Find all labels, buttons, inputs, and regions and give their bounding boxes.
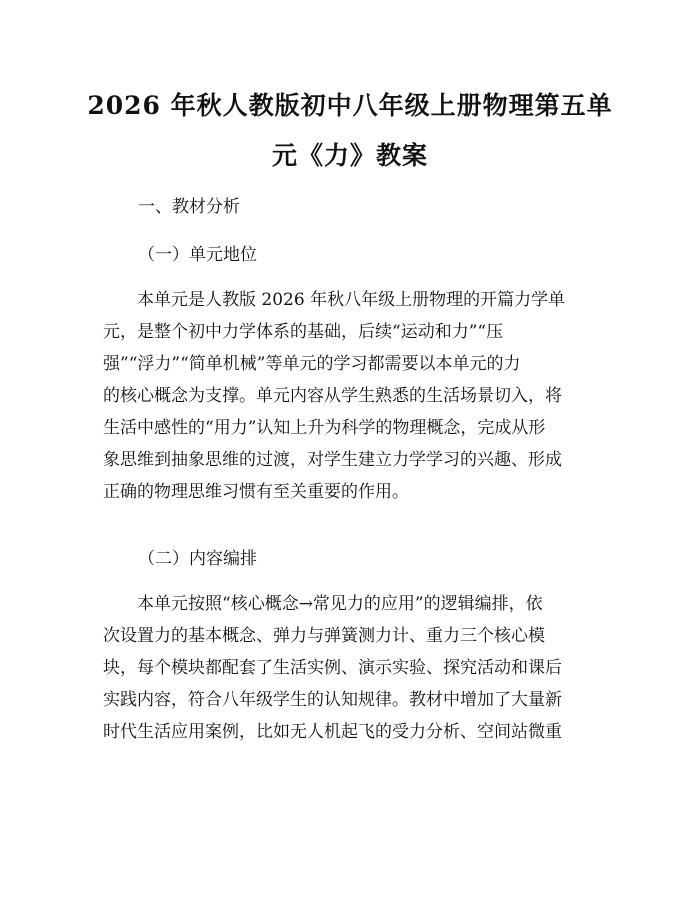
paragraph-content-arrangement xyxy=(103,588,600,748)
document-title-line-1: 2026 年秋人教版初中八年级上册物理第五单 xyxy=(87,91,613,120)
paragraph-line: 时代生活应用案例，比如无人机起飞的受力分析、空间站微重 xyxy=(103,722,562,742)
subsection-heading-unit-position: （一）单元地位 xyxy=(138,245,257,265)
paragraph-line: 次设置力的基本概念、弹力与弹簧测力计、重力三个核心模 xyxy=(103,626,545,646)
paragraph-line: 本单元是人教版 2026 年秋八年级上册物理的开篇力学单 xyxy=(103,290,566,310)
subsection-heading-content-arrangement: （二）内容编排 xyxy=(138,549,257,569)
document-title-line-2: 元《力》教案 xyxy=(271,141,428,170)
section-heading-textbook-analysis: 一、教材分析 xyxy=(138,197,240,217)
paragraph-line: 本单元按照“核心概念→常见力的应用”的逻辑编排，依 xyxy=(103,594,543,614)
paragraph-line: 生活中感性的“用力”认知上升为科学的物理概念，完成从形 xyxy=(103,418,546,438)
paragraph-line: 象思维到抽象思维的过渡，对学生建立力学学习的兴趣、形成 xyxy=(103,450,562,470)
paragraph-line: 强”“浮力”“简单机械”等单元的学习都需要以本单元的力 xyxy=(103,354,521,374)
paragraph-line: 实践内容，符合八年级学生的认知规律。教材中增加了大量新 xyxy=(103,690,562,710)
paragraph-unit-position xyxy=(103,284,600,508)
paragraph-line: 元，是整个初中力学体系的基础，后续“运动和力”“压 xyxy=(103,322,504,342)
paragraph-line: 的核心概念为支撑。单元内容从学生熟悉的生活场景切入，将 xyxy=(103,386,562,406)
paragraph-line: 块，每个模块都配套了生活实例、演示实验、探究活动和课后 xyxy=(103,658,562,678)
paragraph-line: 正确的物理思维习惯有至关重要的作用。 xyxy=(103,482,409,502)
